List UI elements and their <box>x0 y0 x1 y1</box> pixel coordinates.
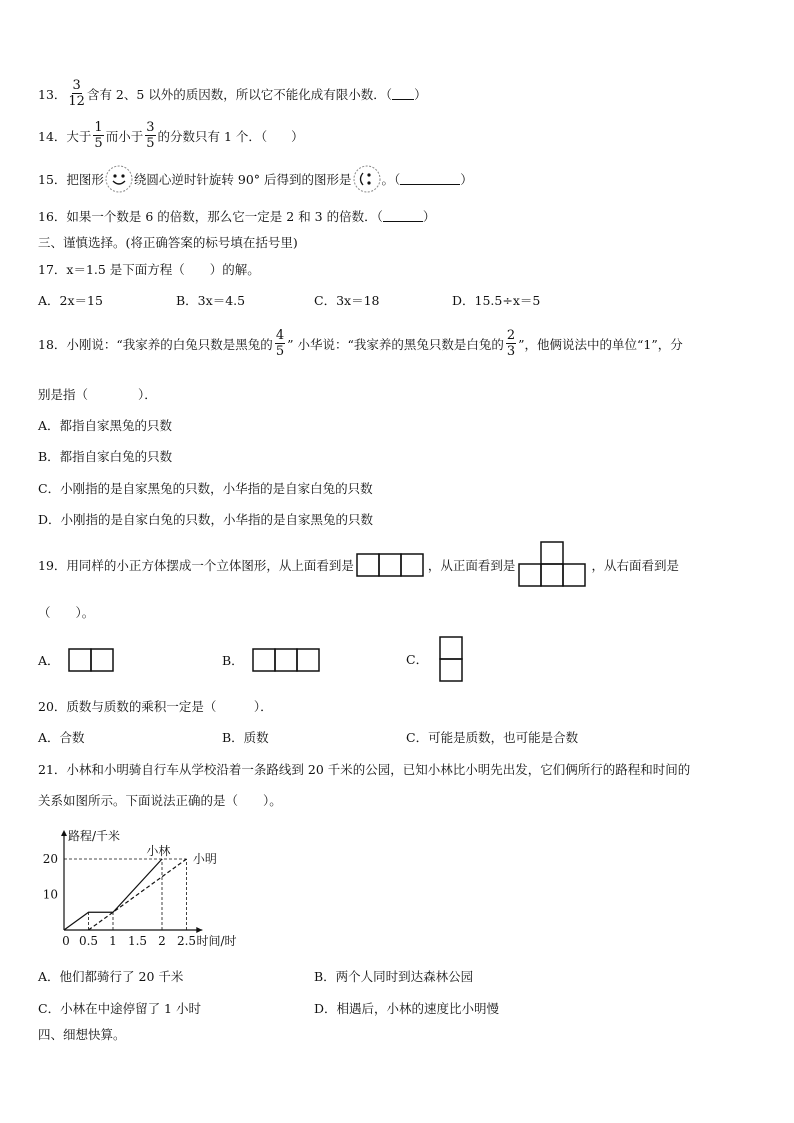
question-13: 13． $\frac{3}{12}$ 含有 2、5 以外的质因数，所以它不能化成有限小数．（ ） <box>38 78 427 109</box>
question-number: 13． <box>38 86 67 102</box>
fraction-4-5: $\frac{4}{5}$ <box>275 328 285 359</box>
x-tick-label: 0 <box>62 934 70 948</box>
option-b[interactable]: B．都指自家白兔的只数 <box>38 449 173 464</box>
fraction-3-12: $\frac{3}{12}$ <box>68 78 85 109</box>
question-19-line2: （ ）。 <box>38 605 95 620</box>
option-a[interactable]: A．都指自家黑兔的只数 <box>38 418 173 433</box>
question-20: 20． 质数与质数的乘积一定是（ ）． <box>38 699 273 714</box>
option-a[interactable]: A． <box>38 648 116 672</box>
option-d[interactable]: D．相遇后，小林的速度比小明慢 <box>314 1001 500 1016</box>
question-number: 21． <box>38 762 67 777</box>
x-axis-label: 时间/时 <box>196 934 237 948</box>
option-a[interactable]: A．合数 <box>38 730 85 745</box>
question-number: 16． <box>38 209 67 224</box>
option-b[interactable]: B．两个人同时到达森林公园 <box>314 969 474 984</box>
option-b[interactable]: B． <box>222 648 322 672</box>
option-a[interactable]: A．他们都骑行了 20 千米 <box>38 969 184 984</box>
question-number: 18． <box>38 336 67 352</box>
option-c-figure <box>438 636 464 682</box>
question-18: 18． 小刚说：“我家养的白兔只数是黑兔的 $\frac{4}{5}$ ” 小华说：“我家养的黑兔只数是白兔的 $\frac{2}{3}$ ”，他俩说法中的单位“1”，分 <box>38 328 683 359</box>
answer-blank[interactable] <box>383 210 423 222</box>
series-label-xiaoming: 小明 <box>192 852 217 866</box>
answer-blank[interactable] <box>400 173 460 185</box>
fraction-1-5: $\frac{1}{5}$ <box>94 120 103 151</box>
option-c[interactable]: C．可能是质数，也可能是合数 <box>406 730 579 745</box>
section-heading-3: 三、谨慎选择。(将正确答案的标号填在括号里) <box>38 235 298 250</box>
front-view-figure <box>517 541 589 589</box>
question-number: 15． <box>38 172 67 187</box>
question-text: 含有 2、5 以外的质因数，所以它不能化成有限小数．（ <box>86 86 393 102</box>
question-number: 17． <box>38 262 67 277</box>
x-tick-label: 2.5 <box>176 934 197 948</box>
question-15: 15． 把图形 绕圆心逆时针旋转 90° 后得到的图形是 。（ ） <box>38 164 473 194</box>
series-label-xiaolin: 小林 <box>146 844 171 858</box>
option-c[interactable]: C．3x＝18 <box>314 293 380 308</box>
x-tick-label: 1.5 <box>127 934 148 948</box>
y-axis-label: 路程/千米 <box>68 829 121 843</box>
answer-blank[interactable] <box>392 88 414 100</box>
option-a[interactable]: A．2x＝15 <box>38 293 103 308</box>
question-14: 14． 大于 $\frac{1}{5}$ 而小于 $\frac{3}{5}$ 的分数只有 1 个．（ ） <box>38 120 304 151</box>
option-b[interactable]: B．质数 <box>222 730 269 745</box>
question-21-line2: 关系如图所示。下面说法正确的是（ ）。 <box>38 793 282 808</box>
question-number: 20． <box>38 699 67 714</box>
section-heading-4: 四、细想快算。 <box>38 1027 126 1042</box>
series-line-xiaoming <box>89 859 187 930</box>
y-tick-label: 20 <box>42 852 58 866</box>
option-c[interactable]: C．小刚指的是自家黑兔的只数，小华指的是自家白兔的只数 <box>38 481 373 496</box>
option-c[interactable]: C． <box>406 636 464 682</box>
option-d[interactable]: D．小刚指的是自家白兔的只数，小华指的是自家黑兔的只数 <box>38 512 374 527</box>
option-d[interactable]: D．15.5÷x＝5 <box>452 293 541 308</box>
question-16: 16． 如果一个数是 6 的倍数，那么它一定是 2 和 3 的倍数．（ ） <box>38 209 436 224</box>
top-view-figure <box>356 553 426 577</box>
option-a-figure <box>68 648 116 672</box>
fraction-3-5: $\frac{3}{5}$ <box>146 120 155 151</box>
option-c[interactable]: C．小林在中途停留了 1 小时 <box>38 1001 201 1016</box>
distance-time-chart <box>36 826 276 956</box>
question-18-line2: 别是指（ ）． <box>38 387 157 402</box>
question-number: 14． <box>38 128 67 144</box>
y-axis-arrow <box>61 830 67 836</box>
x-tick-label: 2 <box>158 934 166 948</box>
rotated-face-icon <box>352 164 382 194</box>
x-tick-label: 0.5 <box>78 934 99 948</box>
y-tick-label: 10 <box>42 887 58 902</box>
x-tick-label: 1 <box>109 934 117 948</box>
option-b-figure <box>252 648 322 672</box>
question-19: 19． 用同样的小正方体摆成一个立体图形，从上面看到是 ，从正面看到是 ，从右面看到是 <box>38 540 679 590</box>
question-21: 21． 小林和小明骑自行车从学校沿着一条路线到 20 千米的公园，已知小林比小明先出发，它们俩所行的路程和时间的 <box>38 762 691 777</box>
x-axis-arrow <box>196 927 202 933</box>
question-number: 19． <box>38 558 67 573</box>
question-17: 17． x＝1.5 是下面方程（ ）的解。 <box>38 262 260 277</box>
smiley-face-icon <box>104 164 134 194</box>
fraction-2-3: $\frac{2}{3}$ <box>506 328 516 359</box>
option-b[interactable]: B．3x＝4.5 <box>176 293 246 308</box>
